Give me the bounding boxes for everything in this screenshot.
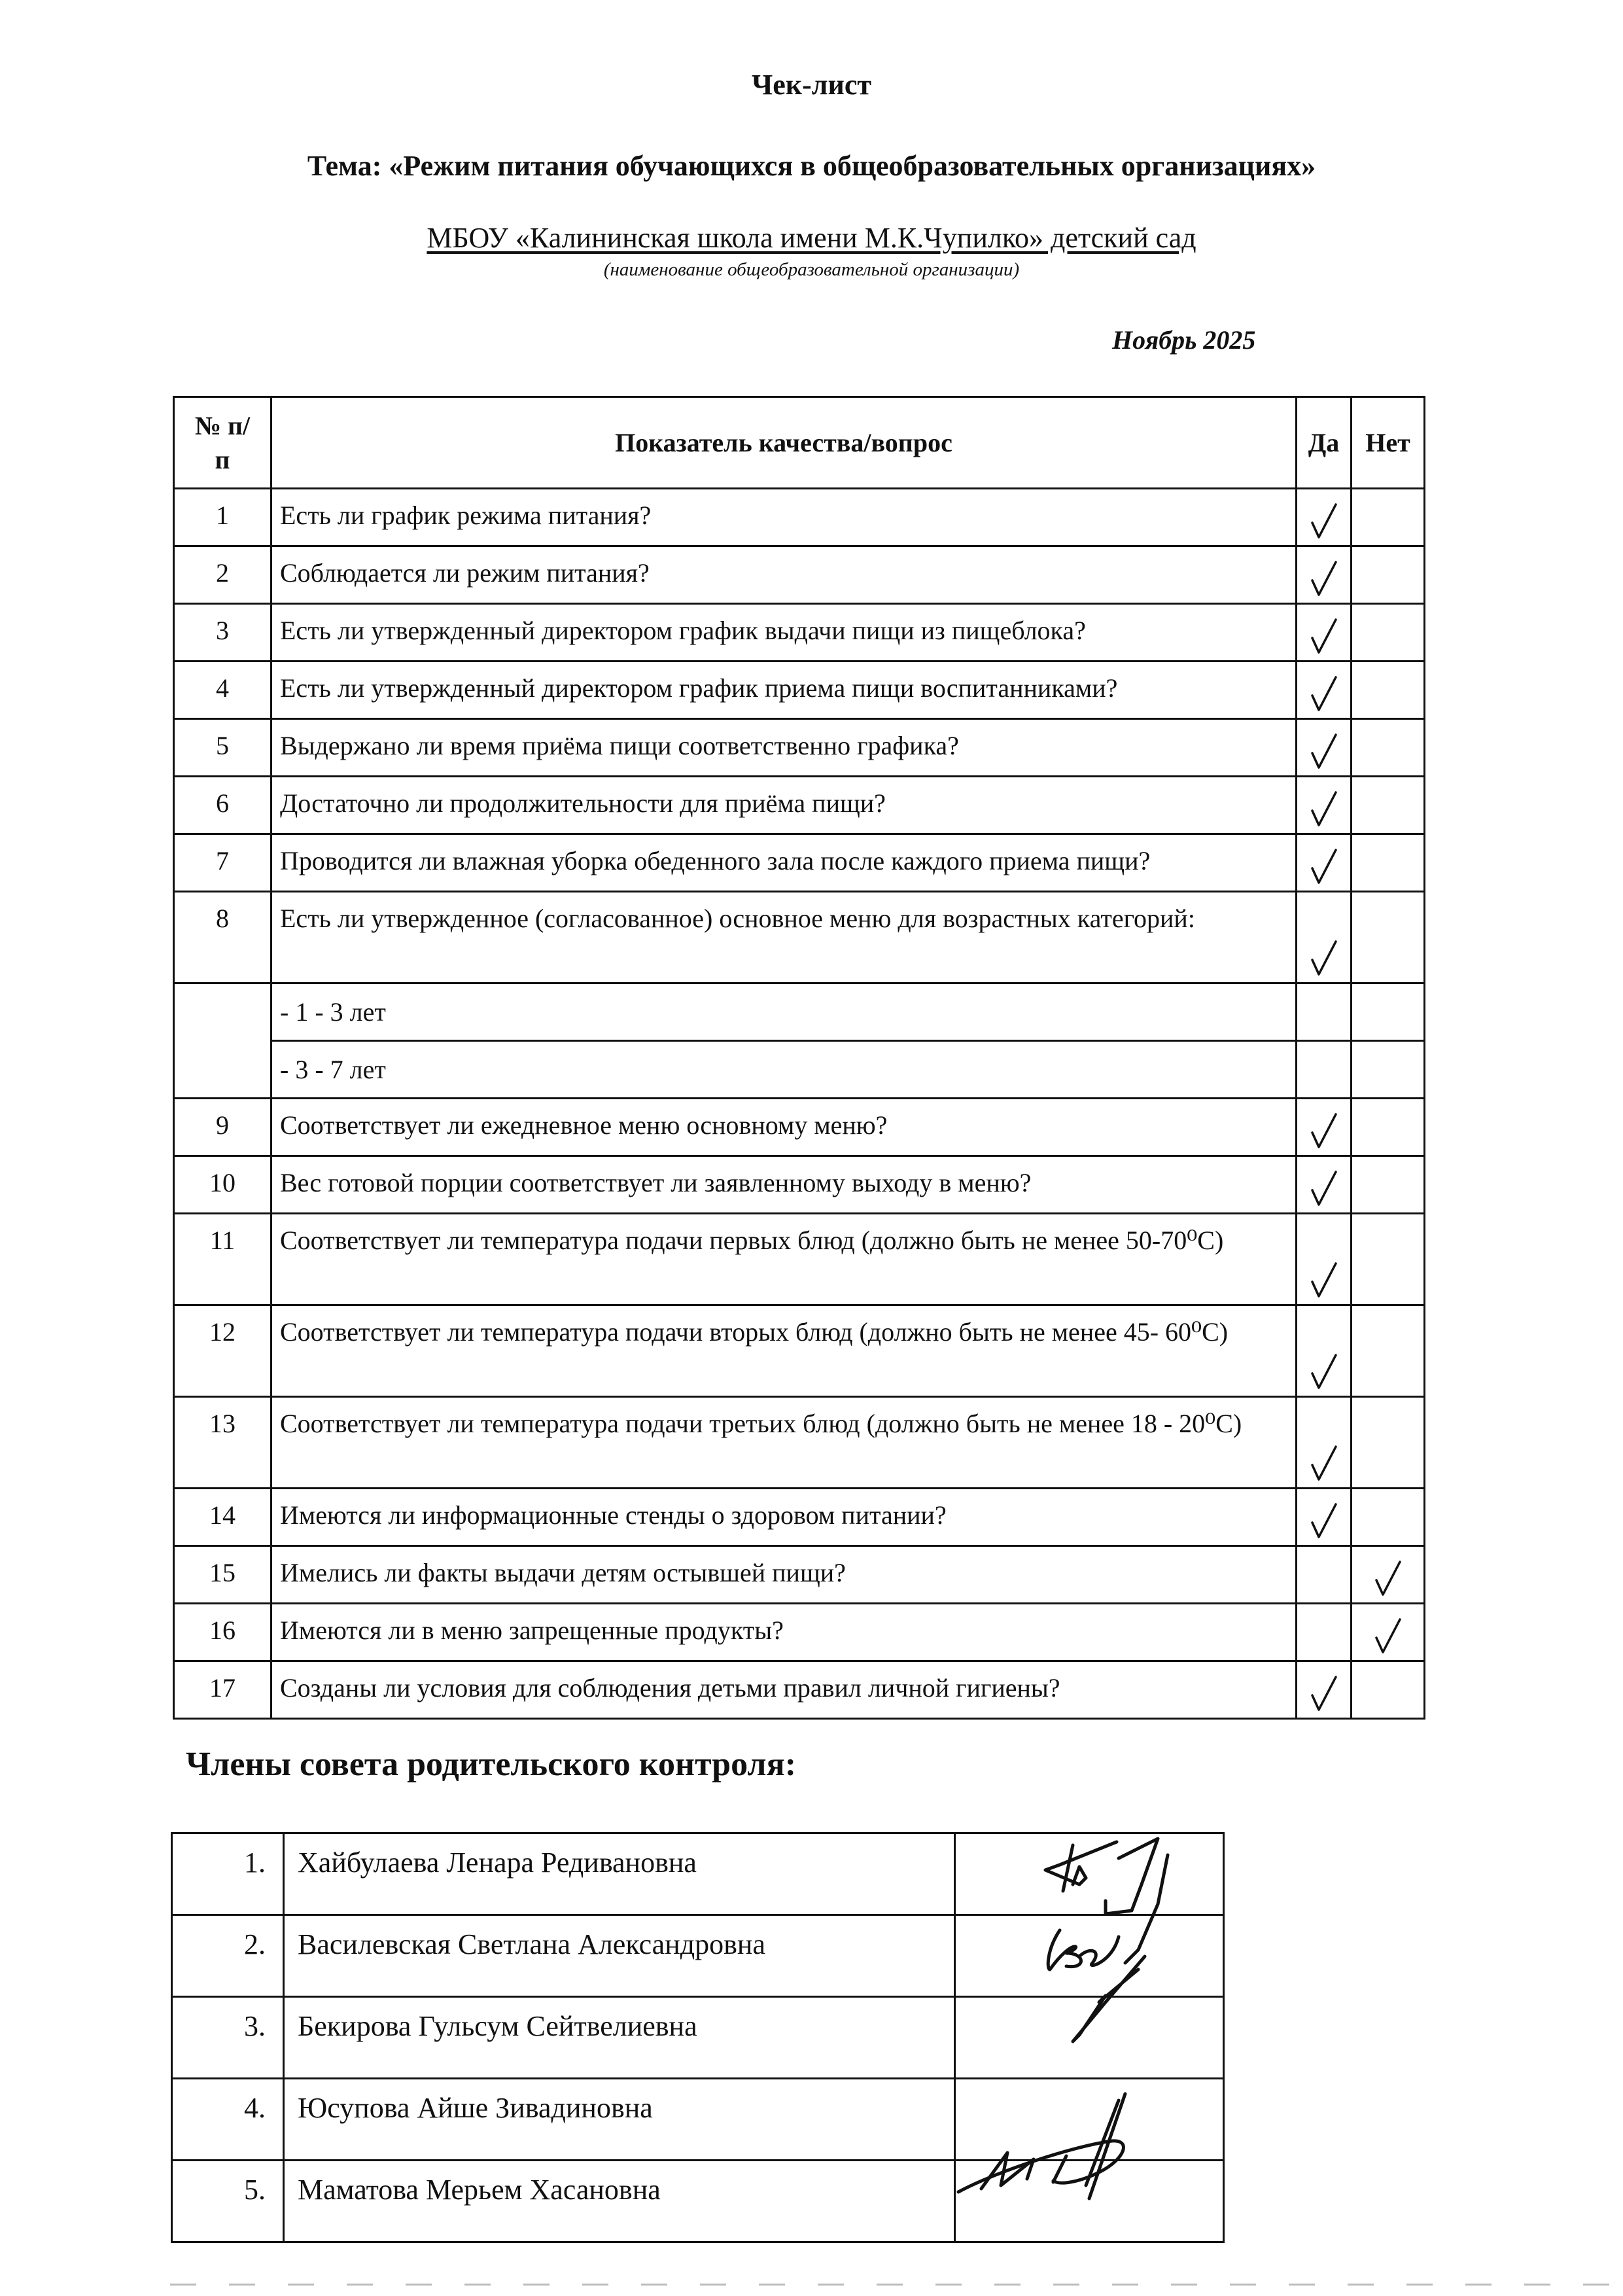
organization-caption: (наименование общеобразовательной организации)	[603, 259, 1020, 280]
checkmark-icon	[1310, 1676, 1338, 1711]
member-number: 4.	[172, 2079, 284, 2161]
row-question: Созданы ли условия для соблюдения детьми правил личной гигиены?	[271, 1661, 1297, 1719]
checklist-row	[174, 546, 1425, 604]
answer-no-cell[interactable]	[1352, 777, 1425, 834]
row-question: Выдержано ли время приёма пищи соответственно графика?	[271, 719, 1297, 777]
member-name: Маматова Мерьем Хасановна	[284, 2161, 955, 2242]
checkmark-icon	[1374, 1561, 1403, 1596]
row-question: Соответствует ли ежедневное меню основному меню?	[271, 1099, 1297, 1156]
row-number: 4	[174, 662, 271, 719]
member-signature-cell[interactable]	[955, 1915, 1224, 1997]
answer-yes-cell[interactable]	[1297, 777, 1352, 834]
answer-yes-cell[interactable]	[1297, 892, 1352, 983]
answer-yes-cell[interactable]	[1297, 1214, 1352, 1305]
checkmark-icon	[1310, 618, 1338, 654]
row-number-empty	[174, 983, 271, 1099]
answer-yes-cell[interactable]	[1297, 834, 1352, 892]
member-number: 3.	[172, 1997, 284, 2079]
answer-yes-cell[interactable]	[1297, 662, 1352, 719]
checkmark-icon	[1310, 503, 1338, 539]
row-question: - 1 - 3 лет	[271, 983, 1297, 1041]
row-question: Соответствует ли температура подачи первых блюд (должно быть не менее 50-70⁰С)	[271, 1214, 1297, 1305]
answer-yes-cell[interactable]	[1297, 489, 1352, 546]
answer-no-cell[interactable]	[1352, 1661, 1425, 1719]
member-signature-cell[interactable]	[955, 1833, 1224, 1915]
row-question: Имелись ли факты выдачи детям остывшей пищи?	[271, 1546, 1297, 1604]
answer-no-cell[interactable]	[1352, 1397, 1425, 1489]
header-no: Нет	[1352, 397, 1425, 489]
checklist-header-row	[174, 397, 1425, 489]
checkmark-icon	[1310, 676, 1338, 711]
row-number: 8	[174, 892, 271, 983]
row-question: Соответствует ли температура подачи вторых блюд (должно быть не менее 45- 60⁰С)	[271, 1305, 1297, 1397]
answer-no-cell[interactable]	[1352, 1099, 1425, 1156]
answer-yes-cell[interactable]	[1297, 1489, 1352, 1546]
header-question: Показатель качества/вопрос	[271, 397, 1297, 489]
checklist-row	[174, 1546, 1425, 1604]
member-number: 1.	[172, 1833, 284, 1915]
row-number: 16	[174, 1604, 271, 1661]
members-heading: Члены совета родительского контроля:	[186, 1746, 797, 1783]
members-body	[172, 1833, 1224, 2242]
row-number: 12	[174, 1305, 271, 1397]
checklist-row	[174, 1489, 1425, 1546]
answer-no-cell[interactable]	[1352, 546, 1425, 604]
answer-yes-cell[interactable]	[1297, 1397, 1352, 1489]
answer-no-cell[interactable]	[1352, 892, 1425, 983]
checkmark-icon	[1310, 791, 1338, 826]
row-question: Соблюдается ли режим питания?	[271, 546, 1297, 604]
answer-no-cell[interactable]	[1352, 1546, 1425, 1604]
checklist-row	[174, 834, 1425, 892]
row-number: 7	[174, 834, 271, 892]
checklist-row	[174, 1604, 1425, 1661]
row-number: 6	[174, 777, 271, 834]
organization-name	[0, 220, 1623, 256]
row-question: Вес готовой порции соответствует ли заявленному выходу в меню?	[271, 1156, 1297, 1214]
checkmark-icon	[1310, 1113, 1338, 1148]
row-number: 3	[174, 604, 271, 662]
member-name: Василевская Светлана Александровна	[284, 1915, 955, 1997]
answer-no-cell[interactable]	[1352, 1156, 1425, 1214]
member-signature-cell[interactable]	[955, 1997, 1224, 2079]
answer-yes-cell[interactable]	[1297, 1305, 1352, 1397]
answer-yes-cell[interactable]	[1297, 1099, 1352, 1156]
checklist-row	[174, 1661, 1425, 1719]
checkmark-icon	[1310, 849, 1338, 884]
checklist-row	[174, 719, 1425, 777]
row-number: 10	[174, 1156, 271, 1214]
checklist-body	[174, 489, 1425, 1719]
answer-no-cell[interactable]	[1352, 489, 1425, 546]
member-name: Юсупова Айше Зивадиновна	[284, 2079, 955, 2161]
row-number: 17	[174, 1661, 271, 1719]
organization-name-text: МБОУ «Калининская школа имени М.К.Чупилко» детский сад	[427, 222, 1196, 254]
member-row	[172, 2079, 1224, 2161]
checklist-row	[174, 604, 1425, 662]
member-number: 5.	[172, 2161, 284, 2242]
checkmark-icon	[1374, 1618, 1403, 1653]
answer-yes-cell[interactable]	[1297, 546, 1352, 604]
checklist-row	[174, 1305, 1425, 1397]
member-row	[172, 2161, 1224, 2242]
row-number: 13	[174, 1397, 271, 1489]
scan-artifact	[170, 2284, 1609, 2286]
row-question: Есть ли утвержденный директором график выдачи пищи из пищеблока?	[271, 604, 1297, 662]
header-number: № п/п	[174, 397, 271, 489]
row-number: 15	[174, 1546, 271, 1604]
row-number: 2	[174, 546, 271, 604]
row-question: - 3 - 7 лет	[271, 1041, 1297, 1099]
answer-no-cell[interactable]	[1352, 1604, 1425, 1661]
answer-no-cell[interactable]	[1352, 1305, 1425, 1397]
answer-no-cell[interactable]	[1352, 1214, 1425, 1305]
member-signature-cell[interactable]	[955, 2079, 1224, 2161]
answer-no-cell[interactable]	[1352, 983, 1425, 1041]
row-number: 1	[174, 489, 271, 546]
answer-no-cell[interactable]	[1352, 604, 1425, 662]
answer-yes-cell[interactable]	[1297, 604, 1352, 662]
document-title: Чек-лист	[751, 69, 871, 101]
checklist-row	[174, 1156, 1425, 1214]
member-row	[172, 1997, 1224, 2079]
checklist-row	[174, 1397, 1425, 1489]
answer-yes-cell[interactable]	[1297, 1546, 1352, 1604]
document-date: Ноябрь 2025	[1112, 325, 1256, 355]
document-topic: Тема: «Режим питания обучающихся в общеобразовательных организациях»	[307, 150, 1316, 182]
header-yes: Да	[1297, 397, 1352, 489]
checkmark-icon	[1310, 1262, 1338, 1298]
answer-no-cell[interactable]	[1352, 1489, 1425, 1546]
checkmark-icon	[1310, 1503, 1338, 1538]
checklist-row	[174, 1099, 1425, 1156]
member-number: 2.	[172, 1915, 284, 1997]
row-question: Имеются ли информационные стенды о здоровом питании?	[271, 1489, 1297, 1546]
member-name: Бекирова Гульсум Сейтвелиевна	[284, 1997, 955, 2079]
checkmark-icon	[1310, 1171, 1338, 1206]
checklist-row	[174, 1214, 1425, 1305]
answer-no-cell[interactable]	[1352, 834, 1425, 892]
row-question: Соответствует ли температура подачи третьих блюд (должно быть не менее 18 - 20⁰С)	[271, 1397, 1297, 1489]
row-number: 5	[174, 719, 271, 777]
member-row	[172, 1915, 1224, 1997]
row-question: Имеются ли в меню запрещенные продукты?	[271, 1604, 1297, 1661]
row-question: Достаточно ли продолжительности для приёма пищи?	[271, 777, 1297, 834]
row-question: Проводится ли влажная уборка обеденного зала после каждого приема пищи?	[271, 834, 1297, 892]
row-number: 14	[174, 1489, 271, 1546]
checkmark-icon	[1310, 940, 1338, 976]
checklist-table	[173, 396, 1425, 1720]
checkmark-icon	[1310, 1445, 1338, 1481]
members-table	[171, 1832, 1225, 2243]
checklist-row	[174, 1041, 1425, 1099]
checkmark-icon	[1310, 561, 1338, 596]
checklist-row	[174, 777, 1425, 834]
checklist-row	[174, 662, 1425, 719]
checkmark-icon	[1310, 1354, 1338, 1389]
row-number: 11	[174, 1214, 271, 1305]
answer-yes-cell[interactable]	[1297, 983, 1352, 1041]
answer-no-cell[interactable]	[1352, 1041, 1425, 1099]
checkmark-icon	[1310, 733, 1338, 769]
row-number: 9	[174, 1099, 271, 1156]
answer-no-cell[interactable]	[1352, 662, 1425, 719]
checklist-row	[174, 489, 1425, 546]
answer-yes-cell[interactable]	[1297, 1156, 1352, 1214]
checklist-row	[174, 983, 1425, 1041]
member-signature-cell[interactable]	[955, 2161, 1224, 2242]
checklist-row	[174, 892, 1425, 983]
row-question: Есть ли график режима питания?	[271, 489, 1297, 546]
row-question: Есть ли утвержденное (согласованное) основное меню для возрастных категорий:	[271, 892, 1297, 983]
answer-yes-cell[interactable]	[1297, 1041, 1352, 1099]
member-name: Хайбулаева Ленара Редивановна	[284, 1833, 955, 1915]
answer-yes-cell[interactable]	[1297, 719, 1352, 777]
answer-no-cell[interactable]	[1352, 719, 1425, 777]
answer-yes-cell[interactable]	[1297, 1661, 1352, 1719]
answer-yes-cell[interactable]	[1297, 1604, 1352, 1661]
row-question: Есть ли утвержденный директором график приема пищи воспитанниками?	[271, 662, 1297, 719]
member-row	[172, 1833, 1224, 1915]
